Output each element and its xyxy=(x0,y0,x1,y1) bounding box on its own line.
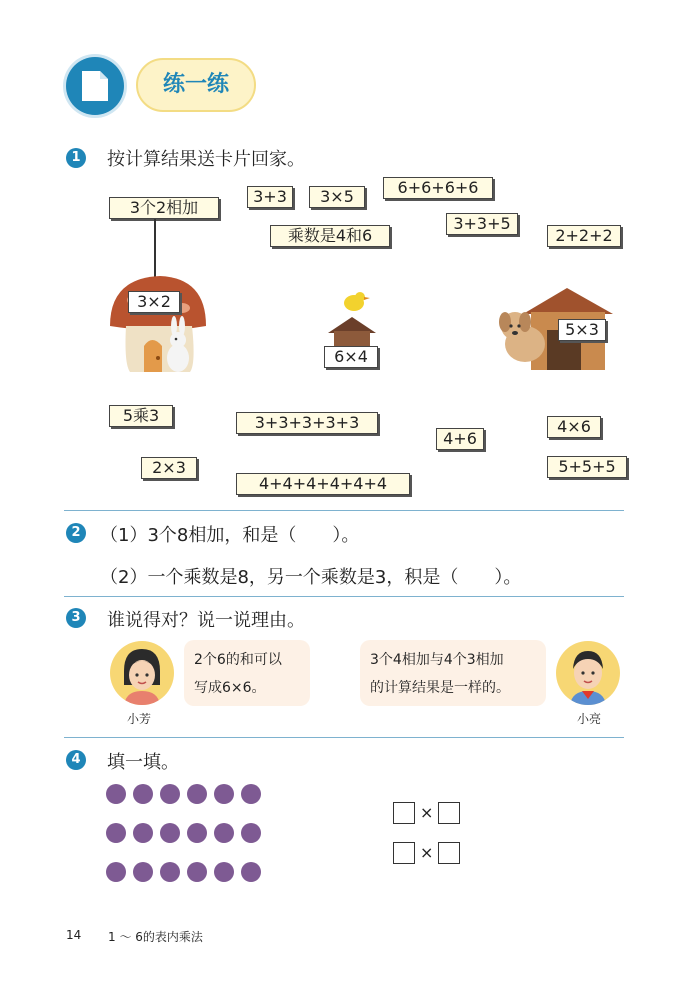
card-4p6[interactable]: 4+6 xyxy=(436,428,484,450)
girl-speech-bubble xyxy=(184,640,310,706)
doghouse-label: 5×3 xyxy=(558,319,606,341)
card-6666[interactable]: 6+6+6+6 xyxy=(383,177,493,199)
birdhouse-illustration xyxy=(322,287,382,347)
girl-avatar xyxy=(110,641,174,705)
page-title: 练一练 xyxy=(162,72,229,97)
question-3-text: 谁说得对？说一说理由。 xyxy=(107,610,305,631)
question-number-4: 4 xyxy=(66,750,86,770)
exercise-icon xyxy=(66,57,124,115)
dot xyxy=(160,862,180,882)
dot xyxy=(214,784,234,804)
dot xyxy=(106,823,126,843)
dot xyxy=(241,862,261,882)
card-cheng46[interactable]: 乘数是4和6 xyxy=(270,225,390,247)
times-sign: × xyxy=(420,843,434,862)
girl-name: 小芳 xyxy=(127,712,152,726)
question-4-text: 填一填。 xyxy=(107,752,179,773)
dot xyxy=(187,784,207,804)
question-1-text: 按计算结果送卡片回家。 xyxy=(107,149,305,170)
card-2x3[interactable]: 2×3 xyxy=(141,457,197,479)
dot xyxy=(214,862,234,882)
dot xyxy=(241,823,261,843)
card-33333[interactable]: 3+3+3+3+3 xyxy=(236,412,378,434)
answer-box[interactable] xyxy=(438,842,460,864)
question-number-3: 3 xyxy=(66,608,86,628)
question-number-1: 1 xyxy=(66,148,86,168)
boy-speech-line1: 3个4相加与4个3相加 xyxy=(370,652,504,668)
girl-speech-line2: 写成6×6。 xyxy=(194,680,266,696)
birdhouse-label: 6×4 xyxy=(324,346,378,368)
dot xyxy=(106,784,126,804)
boy-speech-bubble xyxy=(360,640,546,706)
separator xyxy=(64,510,624,511)
answer-box[interactable] xyxy=(393,842,415,864)
card-5cheng3[interactable]: 5乘3 xyxy=(109,405,173,427)
boy-speech-line2: 的计算结果是一样的。 xyxy=(370,680,510,696)
question-number-2: 2 xyxy=(66,523,86,543)
dot xyxy=(241,784,261,804)
dot xyxy=(187,862,207,882)
dot xyxy=(160,823,180,843)
dot xyxy=(133,784,153,804)
answer-box[interactable] xyxy=(393,802,415,824)
boy-avatar xyxy=(556,641,620,705)
dot-grid xyxy=(106,784,266,884)
question-2-line1: （1）3个8相加，和是（ ）。 xyxy=(100,525,360,546)
question-2-line2: （2）一个乘数是8，另一个乘数是3，积是（ ）。 xyxy=(100,567,522,588)
boy-name: 小亮 xyxy=(577,712,602,726)
card-3p3[interactable]: 3+3 xyxy=(247,186,293,208)
dot xyxy=(133,862,153,882)
card-555[interactable]: 5+5+5 xyxy=(547,456,627,478)
chapter-title: 1 ～ 6的表内乘法 xyxy=(108,930,203,944)
dot xyxy=(133,823,153,843)
mushroom-house-illustration xyxy=(106,268,212,378)
card-222[interactable]: 2+2+2 xyxy=(547,225,621,247)
separator xyxy=(64,596,624,597)
card-3x5[interactable]: 3×5 xyxy=(309,186,365,208)
mushroom-house-label: 3×2 xyxy=(128,291,180,313)
times-sign: × xyxy=(420,803,434,822)
dot xyxy=(187,823,207,843)
card-335[interactable]: 3+3+5 xyxy=(446,213,518,235)
separator xyxy=(64,737,624,738)
answer-box[interactable] xyxy=(438,802,460,824)
dot xyxy=(214,823,234,843)
page-number: 14 xyxy=(66,928,82,942)
card-3ge2[interactable]: 3个2相加 xyxy=(109,197,219,219)
card-444444[interactable]: 4+4+4+4+4+4 xyxy=(236,473,410,495)
girl-speech-line1: 2个6的和可以 xyxy=(194,652,282,668)
dot xyxy=(106,862,126,882)
dot xyxy=(160,784,180,804)
card-4x6[interactable]: 4×6 xyxy=(547,416,601,438)
